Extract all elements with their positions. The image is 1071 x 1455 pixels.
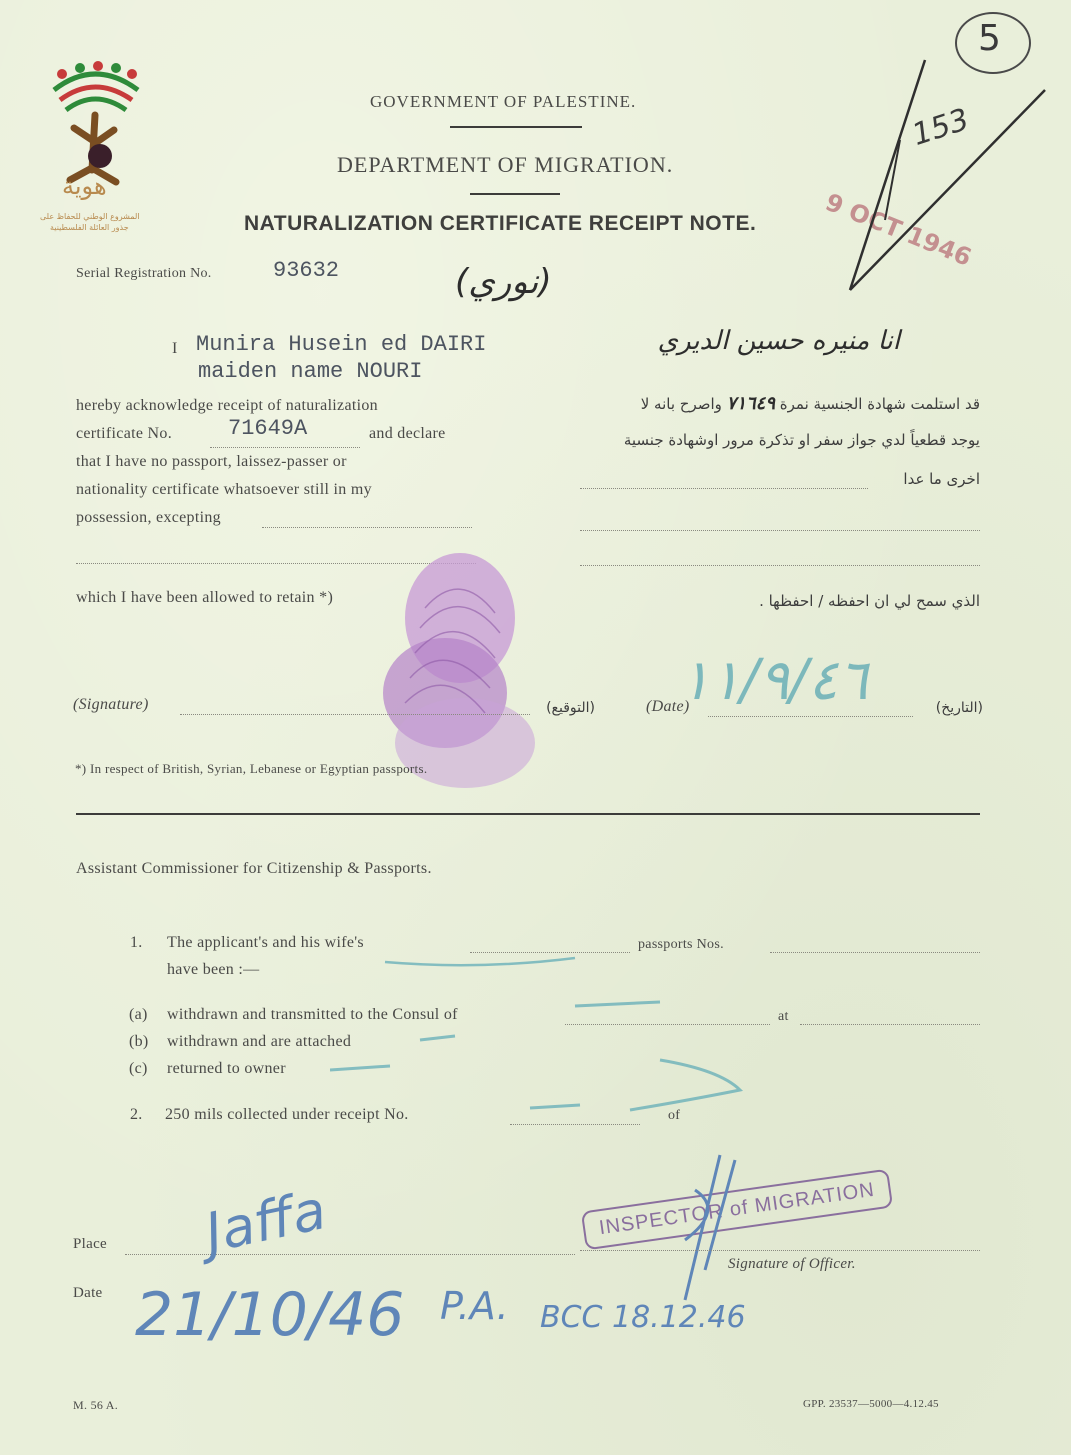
applicant-maiden-name: maiden name NOURI (198, 359, 423, 384)
item-1-text: The applicant's and his wife's (167, 934, 364, 951)
arabic-line-2: يوجد قطعياً لدي جواز سفر او تذكرة مرور اوشهادة جنسية (623, 431, 980, 449)
option-b-label: (b) (129, 1033, 149, 1050)
date-field-label: Date (73, 1285, 103, 1301)
option-c-label: (c) (129, 1060, 148, 1077)
teal-pen-strokes (330, 940, 830, 1140)
initials-handwritten: P.A. (440, 1284, 509, 1328)
arabic-certificate-number: ٧١٦٤٩ (726, 393, 775, 414)
applicant-name: Munira Husein ed DAIRI (196, 332, 487, 357)
passport-footnote: *) In respect of British, Syrian, Lebanese or Egyptian passports. (75, 761, 428, 776)
officer-signature (665, 1150, 755, 1310)
arabic-dots-2 (580, 530, 980, 531)
reference-note-handwritten: BCC 18.12.46 (540, 1300, 746, 1335)
handwritten-date-arabic: ١١/٩/٤٦ (680, 648, 869, 713)
arabic-line-1-pre: قد استلمت شهادة الجنسية نمرة (779, 395, 980, 413)
circled-number-value: 5 (978, 18, 1001, 59)
arabic-dots-1 (580, 488, 868, 489)
date-dots (708, 716, 913, 717)
form-number: M. 56 A. (73, 1398, 119, 1412)
government-header: GOVERNMENT OF PALESTINE. (370, 92, 637, 111)
heritage-logo (40, 60, 150, 240)
place-dots (125, 1254, 575, 1255)
certificate-dots (210, 447, 360, 448)
item-1-have-been: have been :— (167, 961, 260, 978)
checkmark-strokes (830, 20, 1060, 340)
department-header: DEPARTMENT OF MIGRATION. (337, 152, 674, 177)
logo-tagline-2: جذور العائلة الفلسطينية (50, 223, 129, 232)
logo-tagline-1: المشروع الوطني للحفاظ على (40, 212, 140, 221)
header-rule-2 (470, 193, 560, 195)
name-prefix: I (172, 340, 178, 357)
date-label-arabic: (التاريخ) (935, 700, 983, 716)
item-2-number: 2. (130, 1106, 143, 1123)
page-reference: 153 (907, 102, 974, 153)
option-a-at: at (778, 1009, 789, 1024)
item-1-number: 1. (130, 934, 143, 951)
inspector-stamp-text: INSPECTOR of MIGRATION (597, 1178, 877, 1240)
arabic-retain-line: الذي سمح لي ان احفظه / احفظها . (759, 592, 980, 610)
signature-label: (Signature) (73, 696, 149, 713)
commissioner-heading: Assistant Commissioner for Citizenship & Passports. (76, 860, 432, 877)
header-rule-1 (450, 126, 582, 128)
serial-value: 93632 (273, 258, 340, 283)
document-title: NATURALIZATION CERTIFICATE RECEIPT NOTE. (244, 212, 757, 235)
date-handwritten: 21/10/46 (135, 1280, 405, 1350)
certificate-number: 71649A (228, 416, 308, 441)
signature-label-arabic: (التوقيع) (546, 700, 595, 716)
arabic-line-1-post: واصرح بانه لا (640, 395, 722, 413)
english-line-1: hereby acknowledge receipt of naturalization (76, 397, 378, 414)
item-2-text: 250 mils collected under receipt No. (165, 1106, 409, 1123)
received-date-stamp: 9 OCT 1946 (821, 188, 976, 272)
english-line-2-post: and declare (369, 425, 446, 442)
option-a-label: (a) (129, 1006, 148, 1023)
english-line-3: that I have no passport, laissez-passer or (76, 453, 347, 470)
fingerprint-mark (365, 528, 545, 798)
arabic-dots-3 (580, 565, 980, 566)
arabic-line-3: اخرى ما عدا (903, 470, 980, 488)
signature-dots (180, 714, 530, 715)
officer-signature-label: Signature of Officer. (728, 1256, 856, 1272)
english-line-5: possession, excepting (76, 509, 221, 526)
logo-arabic-name: هوية (62, 172, 107, 200)
date-label: (Date) (646, 698, 690, 715)
arabic-line-1 (575, 393, 980, 414)
place-handwritten: Jaffa (199, 1178, 332, 1265)
item-2-of: of (668, 1108, 681, 1123)
handwritten-maiden-arabic: (نوري) (455, 262, 552, 302)
section-divider (76, 813, 980, 815)
english-line-4: nationality certificate whatsoever still in my (76, 481, 372, 498)
printer-code: GPP. 23537—5000—4.12.45 (803, 1398, 939, 1410)
option-b-text: withdrawn and are attached (167, 1033, 352, 1050)
english-line-2-pre: certificate No. (76, 425, 172, 442)
retain-line: which I have been allowed to retain *) (76, 589, 334, 606)
serial-label: Serial Registration No. (76, 266, 212, 281)
officer-dots (580, 1250, 980, 1251)
option-c-text: returned to owner (167, 1060, 286, 1077)
item-1-passports: passports Nos. (638, 937, 724, 952)
handwritten-name-arabic: انا منيره حسين الديري (657, 326, 900, 356)
place-label: Place (73, 1236, 107, 1252)
option-a-text: withdrawn and transmitted to the Consul of (167, 1006, 458, 1023)
